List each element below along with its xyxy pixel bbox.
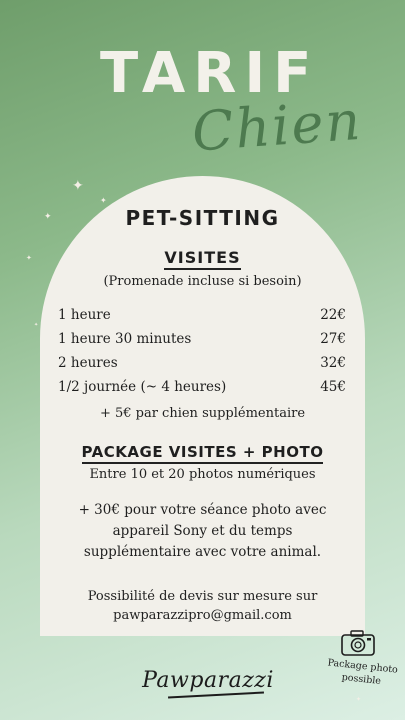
price-row (58, 375, 346, 399)
devis-text: Possibilité de devis sur mesure sur (87, 589, 318, 604)
price-label: 2 heures (58, 355, 118, 371)
devis-email: pawparazzipro@gmail.com (113, 608, 292, 623)
sparkle-icon: ✦ (26, 254, 32, 262)
price-value: 22€ (320, 307, 346, 323)
brand-logo: Pawparazzi (142, 668, 274, 693)
price-value: 32€ (320, 355, 346, 371)
sparkle-icon: ✦ (72, 178, 84, 194)
price-row (58, 351, 346, 375)
package-photo-badge: Package photo possible (327, 657, 399, 687)
price-label: 1/2 journée (~ 4 heures) (58, 379, 227, 395)
sparkle-icon: ✦ (356, 696, 362, 703)
extra-dog-fee: + 5€ par chien supplémentaire (99, 406, 306, 421)
title-chien: Chien (189, 88, 365, 164)
heading-pet-sitting: PET-SITTING (125, 206, 280, 230)
heading-package (40, 443, 365, 461)
price-label: 1 heure (58, 307, 111, 323)
camera-icon (340, 628, 376, 658)
package-description: + 30€ pour votre séance photo avec appareil Sony et du temps supplémentaire avec votre animal. (78, 502, 327, 560)
heading-package-text: PACKAGE VISITES + PHOTO (82, 443, 324, 464)
price-value: 45€ (320, 379, 346, 395)
price-list (58, 303, 346, 399)
sparkle-icon: ✦ (34, 322, 39, 328)
price-label: 1 heure 30 minutes (58, 331, 192, 347)
title-tarif: TARIF (100, 41, 320, 106)
sparkle-icon: ✦ (44, 212, 52, 222)
price-value: 27€ (320, 331, 346, 347)
heading-visites (40, 248, 365, 267)
price-row (58, 327, 346, 351)
price-row (58, 303, 346, 327)
visites-subtitle: (Promenade incluse si besoin) (103, 274, 302, 289)
devis-info (55, 587, 350, 625)
sparkle-icon: ✦ (100, 196, 107, 205)
heading-visites-text: VISITES (164, 248, 240, 270)
package-photos-line: Entre 10 et 20 photos numériques (89, 467, 316, 482)
